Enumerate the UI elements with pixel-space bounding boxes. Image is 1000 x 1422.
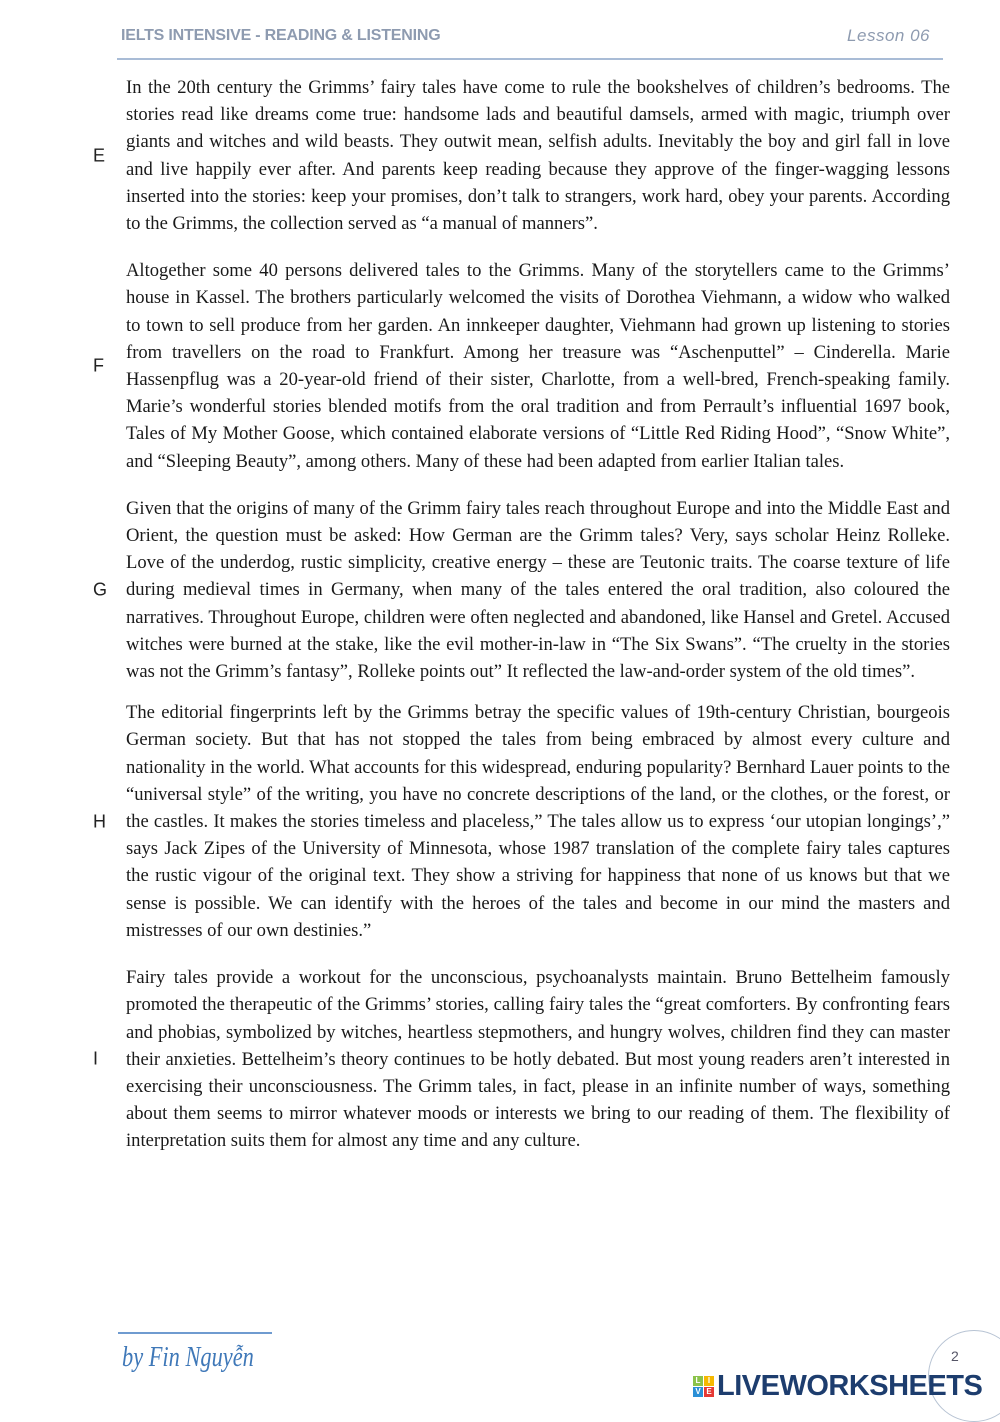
paragraph-i: Fairy tales provide a workout for the unconscious, psychoanalysts maintain. Bruno Bettelheim famously promoted the therapeutic of the Grimms’ stories, calling fairy tales the “great comforters. By confronting fears and phobias, symbolized by witches, heartless stepmothers, and hungry wolves, children find they can master their anxieties. Bettelheim’s theory continues to be hotly debated. But most young readers aren’t interested in exercising their unconsciousness. The Grimm tales, in fact, please in an infinite number of ways, something about them seems to mirror whatever moods or interests we bring to our reading of them. The flexibility of interpretation suits them for almost any time and any culture. — [126, 967, 950, 1152]
paragraph-f: Altogether some 40 persons delivered tales to the Grimms. Many of the storytellers came to the Grimms’ house in Kassel. The brothers particularly welcomed the visits of Dorothea Viehmann, a widow who walked to town to sell produce from her garden. An innkeeper daughter, Viehmann had grown up listening to stories from travellers on the road to Frankfurt. Among her treasure was “Aschenputtel” – Cinderella. Marie Hassenpflug was a 20-year-old friend of their sister, Charlotte, from a well-bred, French-speaking family. Marie’s wonderful stories blended motifs from the oral tradition and from Perrault’s influential 1697 book, Tales of My Mother Goose, which contained elaborate versions of “Little Red Riding Hood”, “Snow White”, and “Sleeping Beauty”, among others. Many of these had been adapted from earlier Italian tales. — [126, 260, 950, 472]
paragraph-block-i — [0, 964, 1000, 1154]
paragraph-letter-g: G — [93, 579, 108, 600]
page-footer — [0, 1330, 1000, 1414]
paragraph-e: In the 20th century the Grimms’ fairy tales have come to rule the bookshelves of children’s bedrooms. The stories read like dreams come true: handsome lads and beautiful damsels, armed with magic, triumph over giants and witches and wild beasts. They outwit mean, selfish adults. Inevitably the boy and girl fall in love and live happily ever after. And parents keep reading because they approve of the finger-wagging lessons inserted into the stories: keep your promises, don’t talk to strangers, work hard, obey your parents. According to the Grimms, the collection served as “a manual of manners”. — [126, 77, 950, 235]
paragraph-h: The editorial fingerprints left by the Grimms betray the specific values of 19th-century Christian, bourgeois German society. But that has not stopped the tales from being embraced by almost every culture and nationality in the world. What accounts for this widespread, enduring popularity? Bernhard Lauer points to the “universal style” of the writing, you have no concrete descriptions of the land, or the clothes, or the forest, or the castles. It makes the stories timeless and placeless,” The tales allow us to express ‘our utopian longings’,” says Jack Zipes of the University of Minnesota, whose 1987 translation of the complete fairy tales captures the rustic vigour of the original text. They show a striving for happiness that none of us knows but that we sense is possible. We can identify with the heroes of the tales and become in our mind the masters and mistresses of our own destinies.” — [126, 702, 950, 941]
paragraph-g: Given that the origins of many of the Grimm fairy tales reach throughout Europe and into the Middle East and Orient, the question must be asked: How German are the Grimm tales? Very, says scholar Heinz Rolleke. Love of the underdog, rustic simplicity, creative energy – these are Teutonic traits. The coarse texture of life during medieval times in Germany, when many of the tales entered the oral tradition, also coloured the narratives. Throughout Europe, children were often neglected and abandoned, like Hansel and Gretel. Accused witches were burned at the stake, like the evil mother-in-law in “The Six Swans”. “The cruelty in the stories was not the Grimm’s fantasy”, Rolleke points out” It reflected the law-and-order system of the old times”. — [126, 497, 950, 683]
paragraph-letter-i: I — [93, 1048, 99, 1069]
paragraph-block-f — [0, 257, 1000, 475]
brand-name: LIVEWORKSHEETS — [717, 1370, 983, 1402]
liveworksheets-brand[interactable] — [693, 1370, 982, 1402]
page-number: 2 — [951, 1348, 959, 1364]
paragraph-block-e — [0, 74, 1000, 237]
paragraph-block-g — [0, 495, 1000, 685]
page-header — [0, 0, 1000, 74]
paragraph-block-h — [0, 699, 1000, 944]
paragraph-letter-f: F — [93, 355, 104, 376]
paragraph-letter-e: E — [93, 145, 106, 166]
header-divider — [117, 58, 943, 60]
paragraph-letter-h: H — [93, 811, 106, 832]
liveworksheets-logo-icon: L I V E — [693, 1376, 714, 1397]
author-signature: by Fin Nguyễn — [122, 1342, 254, 1373]
reading-passage — [0, 74, 1000, 1175]
spacer — [0, 1175, 1000, 1330]
footer-divider — [118, 1332, 272, 1334]
header-title: IELTS INTENSIVE - READING & LISTENING — [121, 27, 441, 44]
lesson-label: Lesson 06 — [847, 26, 930, 45]
